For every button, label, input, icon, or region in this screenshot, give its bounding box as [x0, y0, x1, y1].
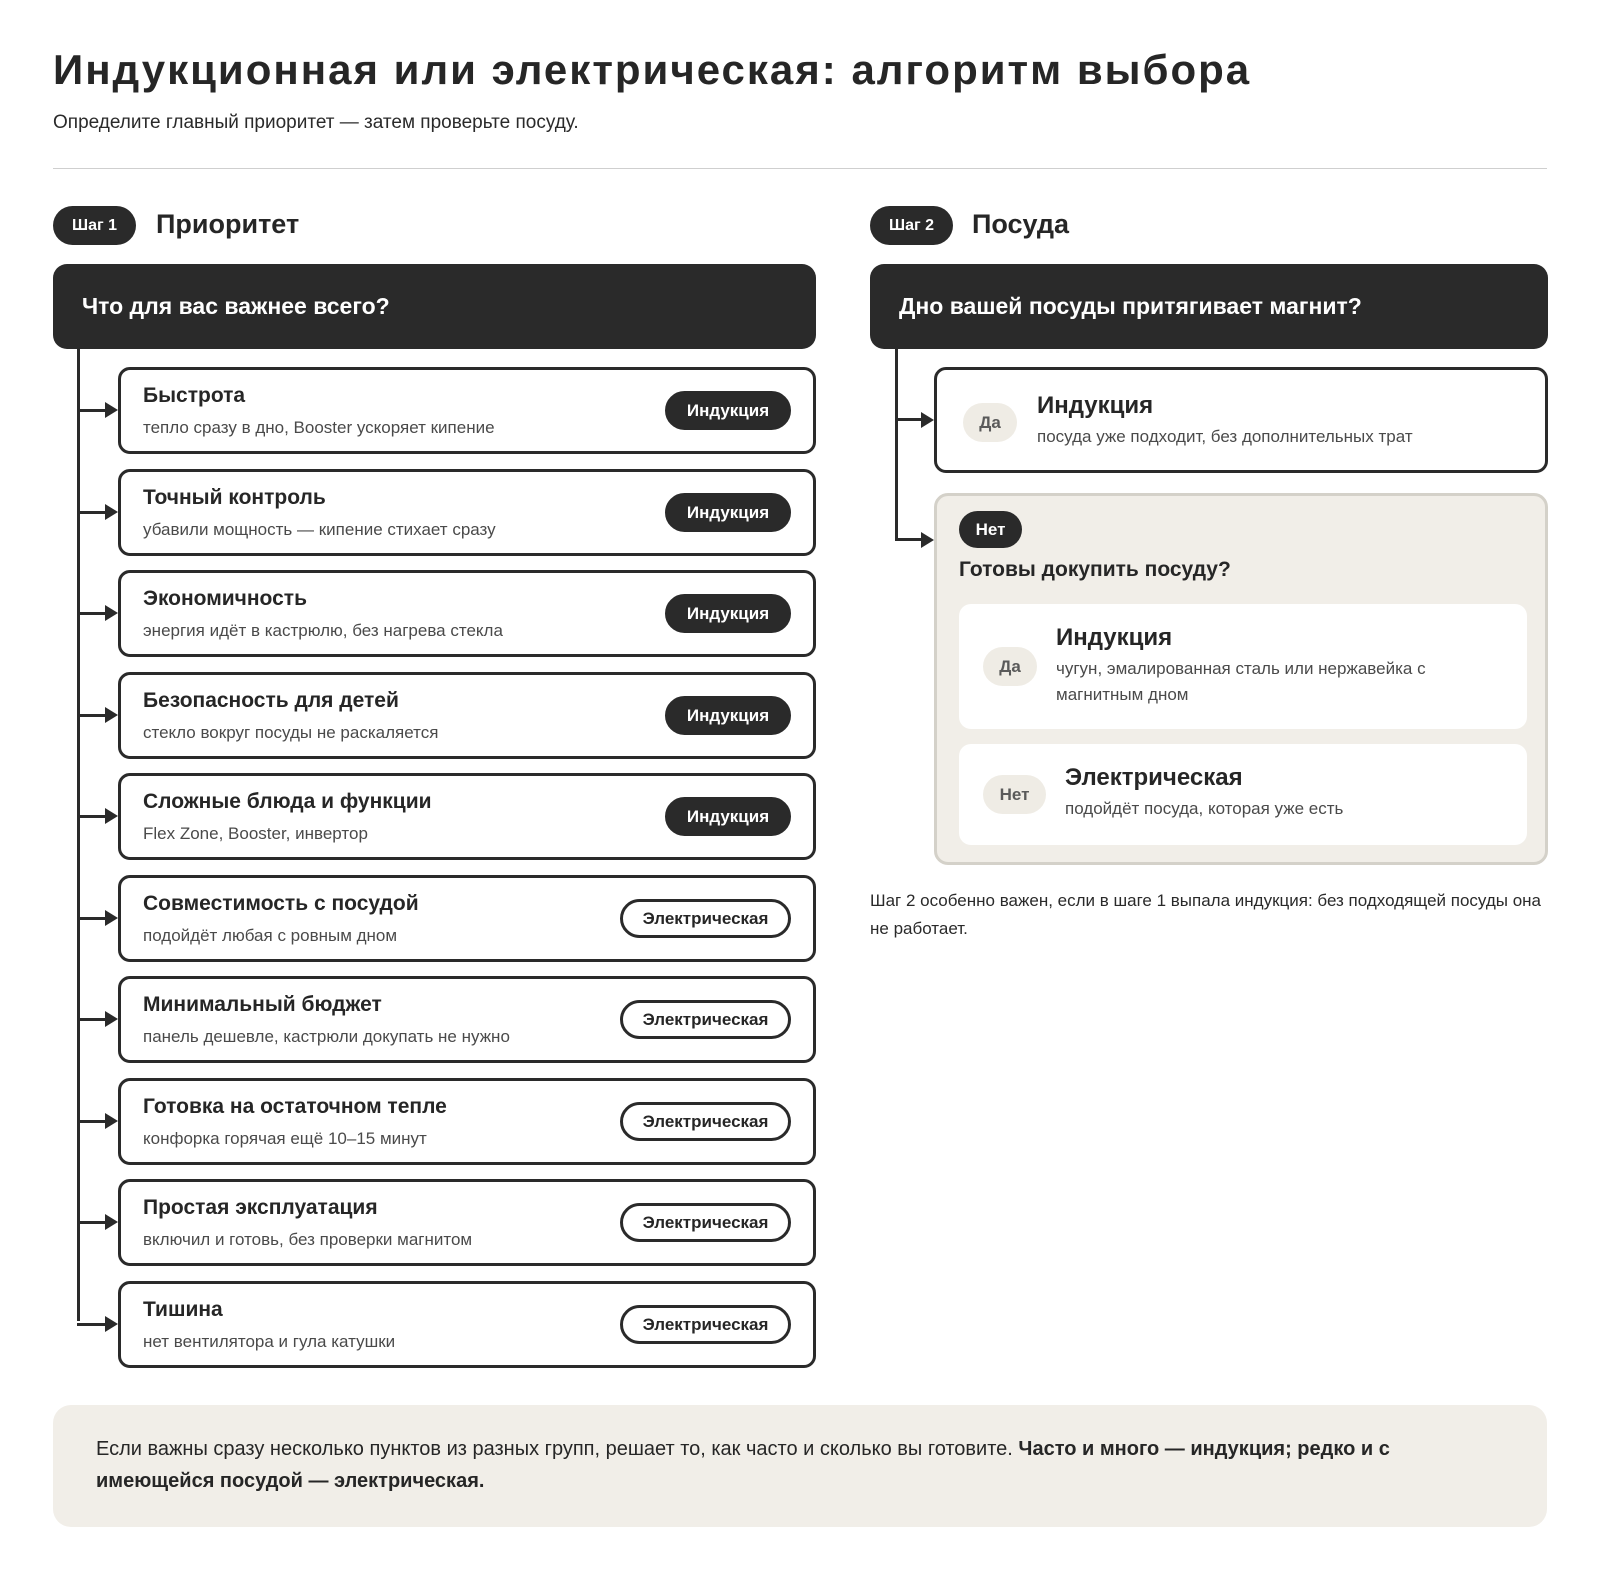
- option-desc: убавили мощность — кипение стихает сразу: [143, 520, 496, 539]
- option-result-tag: Индукция: [665, 594, 791, 633]
- option-title: Безопасность для детей: [143, 689, 399, 712]
- priority-option: [118, 1179, 816, 1266]
- step2-trunk-line: [895, 349, 898, 541]
- no-yes-badge: Да: [983, 647, 1037, 686]
- option-desc: панель дешевле, кастрюли докупать не нужно: [143, 1027, 510, 1046]
- option-desc: конфорка горячая ещё 10–15 минут: [143, 1129, 427, 1148]
- option-result-tag: Индукция: [665, 696, 791, 735]
- arrow-right-icon: [105, 1113, 118, 1129]
- connector-line: [77, 1120, 107, 1123]
- option-desc: энергия идёт в кастрюлю, без нагрева стекла: [143, 621, 503, 640]
- no-question: Готовы докупить посуду?: [959, 558, 1231, 581]
- step1-question: Что для вас важнее всего?: [53, 264, 816, 349]
- connector-line: [77, 409, 107, 412]
- option-result-tag: Электрическая: [620, 899, 791, 938]
- footer-note: [53, 1405, 1547, 1527]
- divider: [53, 168, 1547, 169]
- option-title: Простая эксплуатация: [143, 1196, 378, 1219]
- arrow-right-icon: [105, 1316, 118, 1332]
- arrow-right-icon: [105, 504, 118, 520]
- option-title: Минимальный бюджет: [143, 993, 382, 1016]
- priority-option: [118, 469, 816, 556]
- no-no-title: Электрическая: [1065, 764, 1243, 791]
- no-no-card: [959, 744, 1527, 845]
- step2-note: Шаг 2 особенно важен, если в шаге 1 выпала индукция: без подходящей посуды она не работает.: [870, 891, 1541, 938]
- no-yes-desc: чугун, эмалированная сталь или нержавейка с магнитным дном: [1056, 659, 1426, 704]
- priority-option: [118, 672, 816, 759]
- arrow-right-icon: [105, 910, 118, 926]
- arrow-no-icon: [921, 532, 934, 548]
- option-desc: стекло вокруг посуды не раскаляется: [143, 723, 439, 742]
- option-desc: включил и готовь, без проверки магнитом: [143, 1230, 473, 1249]
- connector-line: [77, 511, 107, 514]
- yes-badge: Да: [963, 403, 1017, 442]
- page-title: Индукционная или электрическая: алгоритм выбора: [53, 46, 1252, 93]
- option-result-tag: Электрическая: [620, 1102, 791, 1141]
- connector-line: [77, 1221, 107, 1224]
- step1-trunk-line: [77, 349, 80, 1321]
- priority-option: [118, 1281, 816, 1368]
- page-subtitle: Определите главный приоритет — затем проверьте посуду.: [53, 112, 579, 133]
- connector-line: [77, 1018, 107, 1021]
- no-yes-title: Индукция: [1056, 624, 1173, 651]
- no-yes-card: [959, 604, 1527, 729]
- arrow-right-icon: [105, 808, 118, 824]
- priority-option: [118, 367, 816, 454]
- yes-result-desc: посуда уже подходит, без дополнительных трат: [1037, 427, 1413, 446]
- option-title: Быстрота: [143, 384, 246, 407]
- step1-title: Приоритет: [156, 209, 300, 239]
- priority-option: [118, 976, 816, 1063]
- arrow-right-icon: [105, 402, 118, 418]
- option-desc: подойдёт любая с ровным дном: [143, 926, 398, 945]
- option-title: Сложные блюда и функции: [143, 790, 432, 813]
- option-title: Точный контроль: [143, 486, 326, 509]
- priority-option: [118, 570, 816, 657]
- priority-option: [118, 773, 816, 860]
- answer-yes-card: [934, 367, 1548, 473]
- connector-line: [77, 1323, 107, 1326]
- option-title: Готовка на остаточном тепле: [143, 1095, 447, 1118]
- connector-line: [77, 612, 107, 615]
- option-title: Экономичность: [143, 587, 307, 610]
- yes-result-title: Индукция: [1037, 392, 1154, 419]
- step2-pill: Шаг 2: [870, 206, 953, 245]
- priority-option: [118, 1078, 816, 1165]
- arrow-right-icon: [105, 605, 118, 621]
- arrow-right-icon: [105, 1214, 118, 1230]
- footer-text: Если важны сразу несколько пунктов из разных групп, решает то, как часто и сколько вы готовите.: [96, 1438, 1013, 1460]
- connector-line: [77, 917, 107, 920]
- priority-option: [118, 875, 816, 962]
- footer-bold: Часто и много — индукция; редко и с имеющейся посудой — электрическая.: [96, 1438, 1390, 1492]
- option-result-tag: Индукция: [665, 493, 791, 532]
- step2-question: Дно вашей посуды притягивает магнит?: [870, 264, 1548, 349]
- option-result-tag: Индукция: [665, 797, 791, 836]
- step1-pill: Шаг 1: [53, 206, 136, 245]
- option-result-tag: Электрическая: [620, 1203, 791, 1242]
- no-no-desc: подойдёт посуда, которая уже есть: [1065, 799, 1344, 818]
- option-result-tag: Электрическая: [620, 1000, 791, 1039]
- arrow-right-icon: [105, 707, 118, 723]
- option-desc: тепло сразу в дно, Booster ускоряет кипение: [143, 418, 495, 437]
- step2-title: Посуда: [972, 209, 1070, 239]
- arrow-yes-icon: [921, 412, 934, 428]
- connector-line: [77, 714, 107, 717]
- answer-no-card: [934, 493, 1548, 865]
- no-no-badge: Нет: [983, 775, 1046, 814]
- option-desc: нет вентилятора и гула катушки: [143, 1332, 396, 1351]
- option-result-tag: Индукция: [665, 391, 791, 430]
- option-desc: Flex Zone, Booster, инвертор: [143, 824, 368, 843]
- no-badge: Нет: [959, 511, 1022, 548]
- option-title: Тишина: [143, 1298, 223, 1321]
- option-title: Совместимость с посудой: [143, 892, 419, 915]
- connector-line: [77, 815, 107, 818]
- arrow-right-icon: [105, 1011, 118, 1027]
- option-result-tag: Электрическая: [620, 1305, 791, 1344]
